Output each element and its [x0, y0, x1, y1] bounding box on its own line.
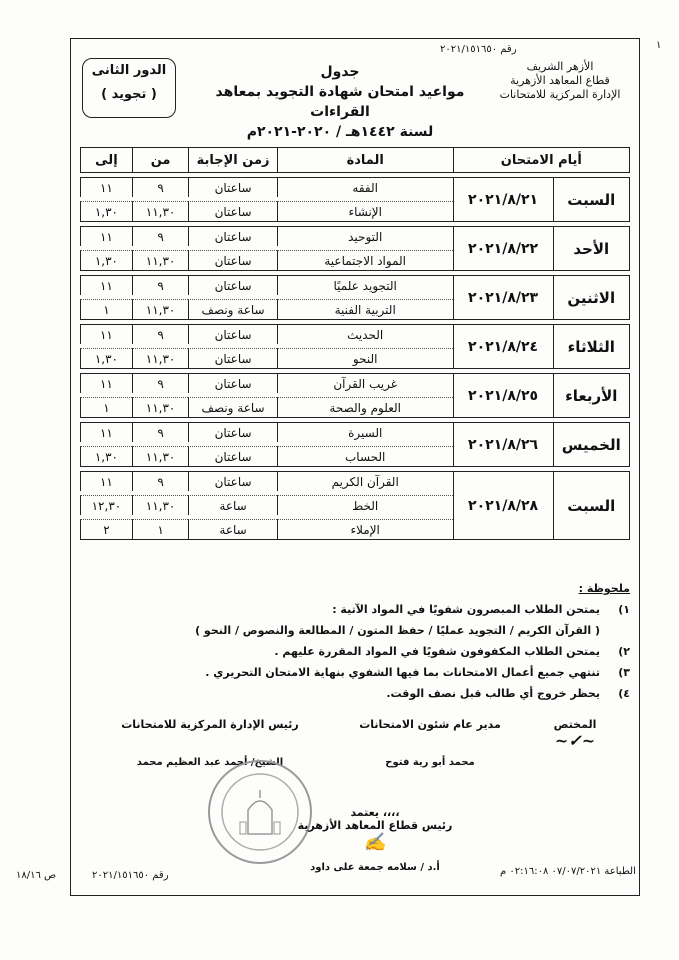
org-line-3: الإدارة المركزية للامتحانات	[499, 88, 621, 101]
org-line-1: الأزهر الشريف	[526, 60, 594, 73]
page-title	[190, 62, 490, 142]
duration-cell: ساعة ونصف	[188, 299, 276, 320]
duration-cell: ساعة ونصف	[188, 397, 276, 418]
end-time-cell: ١١	[80, 373, 132, 393]
start-time-cell: ١١,٣٠	[132, 299, 189, 320]
sig-specialist	[530, 718, 620, 750]
col-header-to: إلى	[80, 147, 132, 173]
note-item	[100, 664, 630, 681]
sig-exam-director	[345, 718, 515, 768]
duration-cell: ساعتان	[188, 275, 276, 295]
day-name: الأربعاء	[553, 373, 630, 418]
end-time-cell: ١١	[80, 324, 132, 344]
duration-cell: ساعتان	[188, 201, 276, 222]
schedule-row	[80, 226, 630, 246]
start-time-cell: ١١,٣٠	[132, 201, 189, 222]
start-time-cell: ١	[132, 519, 189, 540]
schedule-row	[80, 177, 630, 197]
duration-cell: ساعتان	[188, 373, 276, 393]
org-header	[492, 60, 628, 102]
ref-number-top: رقم ٢٠٢١/١٥١٦٥٠	[440, 44, 517, 55]
corner-mark: ١	[656, 40, 662, 51]
duration-cell: ساعتان	[188, 177, 276, 197]
notes-title: ملحوظة :	[578, 582, 630, 595]
exam-date: ٢٠٢١/٨/٢٣	[453, 275, 553, 320]
start-time-cell: ٩	[132, 275, 189, 295]
day-name: الأحد	[553, 226, 630, 271]
approve-label: يعتمد ،،،،	[350, 806, 400, 819]
duration-cell: ساعتان	[188, 446, 276, 467]
end-time-cell: ١١	[80, 275, 132, 295]
note-text: تنتهي جميع أعمال الامتحانات بما فيها الشفوي بنهاية الامتحان التحريري .	[205, 666, 600, 679]
note-number: ٢)	[618, 645, 630, 658]
sig-specialist-title: المختص	[553, 718, 597, 731]
start-time-cell: ٩	[132, 324, 189, 344]
schedule-row	[80, 324, 630, 344]
sig-admin-name: الشيخ/ أحمد عبد العظيم محمد	[136, 757, 284, 768]
approver-name: أ.د / سلامه جمعة على داود	[310, 862, 440, 873]
subject-cell: التربية الفنية	[277, 299, 453, 320]
schedule-row	[80, 275, 630, 295]
col-header-subject: المادة	[277, 147, 453, 173]
start-time-cell: ١١,٣٠	[132, 446, 189, 467]
note-text: ( القرآن الكريم / التجويد عمليًا / حفظ المتون / المطالعة والنصوص / النحو )	[195, 624, 600, 637]
start-time-cell: ١١,٣٠	[132, 495, 189, 515]
subject-cell: التوحيد	[277, 226, 453, 246]
duration-cell: ساعتان	[188, 471, 276, 491]
end-time-cell: ١,٣٠	[80, 201, 132, 222]
start-time-cell: ٩	[132, 471, 189, 491]
subject-cell: الفقه	[277, 177, 453, 197]
start-time-cell: ٩	[132, 373, 189, 393]
page-number: ص ١٨/١٦	[16, 870, 57, 881]
day-name: السبت	[553, 177, 630, 222]
schedule-row	[80, 373, 630, 393]
end-time-cell: ١١	[80, 226, 132, 246]
note-text: يحظر خروج أي طالب قبل نصف الوقت.	[386, 687, 600, 700]
subject-cell: الحساب	[277, 446, 453, 467]
subject-cell: المواد الاجتماعية	[277, 250, 453, 271]
start-time-cell: ٩	[132, 177, 189, 197]
end-time-cell: ١	[80, 397, 132, 418]
signature-scribble: ~✓~	[554, 731, 596, 750]
subject-cell: القرآن الكريم	[277, 471, 453, 491]
round-sub: ( تجويد )	[101, 87, 157, 102]
end-time-cell: ١١	[80, 177, 132, 197]
start-time-cell: ١١,٣٠	[132, 250, 189, 271]
subject-cell: النحو	[277, 348, 453, 369]
col-header-from: من	[132, 147, 189, 173]
end-time-cell: ١,٣٠	[80, 446, 132, 467]
sig-director-name: محمد أبو رية فتوح	[385, 757, 475, 768]
note-number: ١)	[618, 603, 630, 616]
sig-admin-title: رئيس الإدارة المركزية للامتحانات	[121, 718, 299, 731]
note-item	[100, 643, 630, 660]
end-time-cell: ١	[80, 299, 132, 320]
note-text: يمتحن الطلاب المبصرون شفويًا في المواد الآتية :	[332, 603, 600, 616]
note-number: ٤)	[618, 687, 630, 700]
duration-cell: ساعة	[188, 495, 276, 515]
exam-date: ٢٠٢١/٨/٢١	[453, 177, 553, 222]
end-time-cell: ١,٣٠	[80, 348, 132, 369]
subject-cell: غريب القرآن	[277, 373, 453, 393]
day-name: الخميس	[553, 422, 630, 467]
duration-cell: ساعتان	[188, 422, 276, 442]
start-time-cell: ٩	[132, 422, 189, 442]
exam-date: ٢٠٢١/٨/٢٥	[453, 373, 553, 418]
round-label: الدور الثانى	[91, 63, 167, 78]
duration-cell: ساعتان	[188, 226, 276, 246]
table-header-row	[80, 147, 630, 173]
subject-cell: العلوم والصحة	[277, 397, 453, 418]
note-item	[100, 601, 630, 618]
note-item	[100, 685, 630, 702]
col-header-duration: زمن الإجابة	[188, 147, 276, 173]
note-number: ٣)	[618, 666, 630, 679]
ref-number-bottom: رقم ٢٠٢١/١٥١٦٥٠	[92, 870, 169, 881]
subject-cell: التجويد علميًا	[277, 275, 453, 295]
org-line-2: قطاع المعاهد الأزهرية	[510, 74, 610, 87]
end-time-cell: ١١	[80, 422, 132, 442]
start-time-cell: ١١,٣٠	[132, 348, 189, 369]
sig-central-admin	[110, 718, 310, 768]
subject-cell: الإنشاء	[277, 201, 453, 222]
subject-cell: الإملاء	[277, 519, 453, 540]
note-item	[100, 622, 630, 639]
end-time-cell: ١٢,٣٠	[80, 495, 132, 515]
title-line-3: لسنة ١٤٤٢هـ / ٢٠٢٠-٢٠٢١م	[246, 124, 434, 140]
title-line-1: جدول	[320, 64, 360, 80]
day-name: الاثنين	[553, 275, 630, 320]
exam-date: ٢٠٢١/٨/٢٤	[453, 324, 553, 369]
day-name: السبت	[553, 471, 630, 540]
duration-cell: ساعة	[188, 519, 276, 540]
approver-title: رئيس قطاع المعاهد الأزهرية	[297, 819, 453, 832]
col-header-days: أيام الامتحان	[453, 147, 630, 173]
duration-cell: ساعتان	[188, 348, 276, 369]
note-number	[600, 622, 630, 639]
approver-signature: ✍	[363, 832, 387, 853]
duration-cell: ساعتان	[188, 250, 276, 271]
approval-block	[290, 806, 460, 873]
schedule-row	[80, 422, 630, 442]
end-time-cell: ١,٣٠	[80, 250, 132, 271]
subject-cell: الحديث	[277, 324, 453, 344]
schedule-row	[80, 471, 630, 491]
print-date: الطباعة ٠٧/٠٧/٢٠٢١ ٠٢:١٦:٠٨ م	[500, 866, 636, 877]
start-time-cell: ٩	[132, 226, 189, 246]
duration-cell: ساعتان	[188, 324, 276, 344]
subject-cell: الخط	[277, 495, 453, 515]
day-name: الثلاثاء	[553, 324, 630, 369]
start-time-cell: ١١,٣٠	[132, 397, 189, 418]
note-text: يمتحن الطلاب المكفوفون شفويًا في المواد المقررة عليهم .	[274, 645, 600, 658]
exam-date: ٢٠٢١/٨/٢٨	[453, 471, 553, 540]
exam-date: ٢٠٢١/٨/٢٦	[453, 422, 553, 467]
notes-section	[100, 580, 630, 702]
title-line-2: مواعيد امتحان شهادة التجويد بمعاهد القراءات	[215, 84, 465, 120]
end-time-cell: ٢	[80, 519, 132, 540]
round-badge	[82, 58, 176, 118]
subject-cell: السيرة	[277, 422, 453, 442]
exam-schedule-table	[80, 143, 630, 544]
sig-director-title: مدير عام شئون الامتحانات	[359, 718, 501, 731]
exam-date: ٢٠٢١/٨/٢٢	[453, 226, 553, 271]
end-time-cell: ١١	[80, 471, 132, 491]
